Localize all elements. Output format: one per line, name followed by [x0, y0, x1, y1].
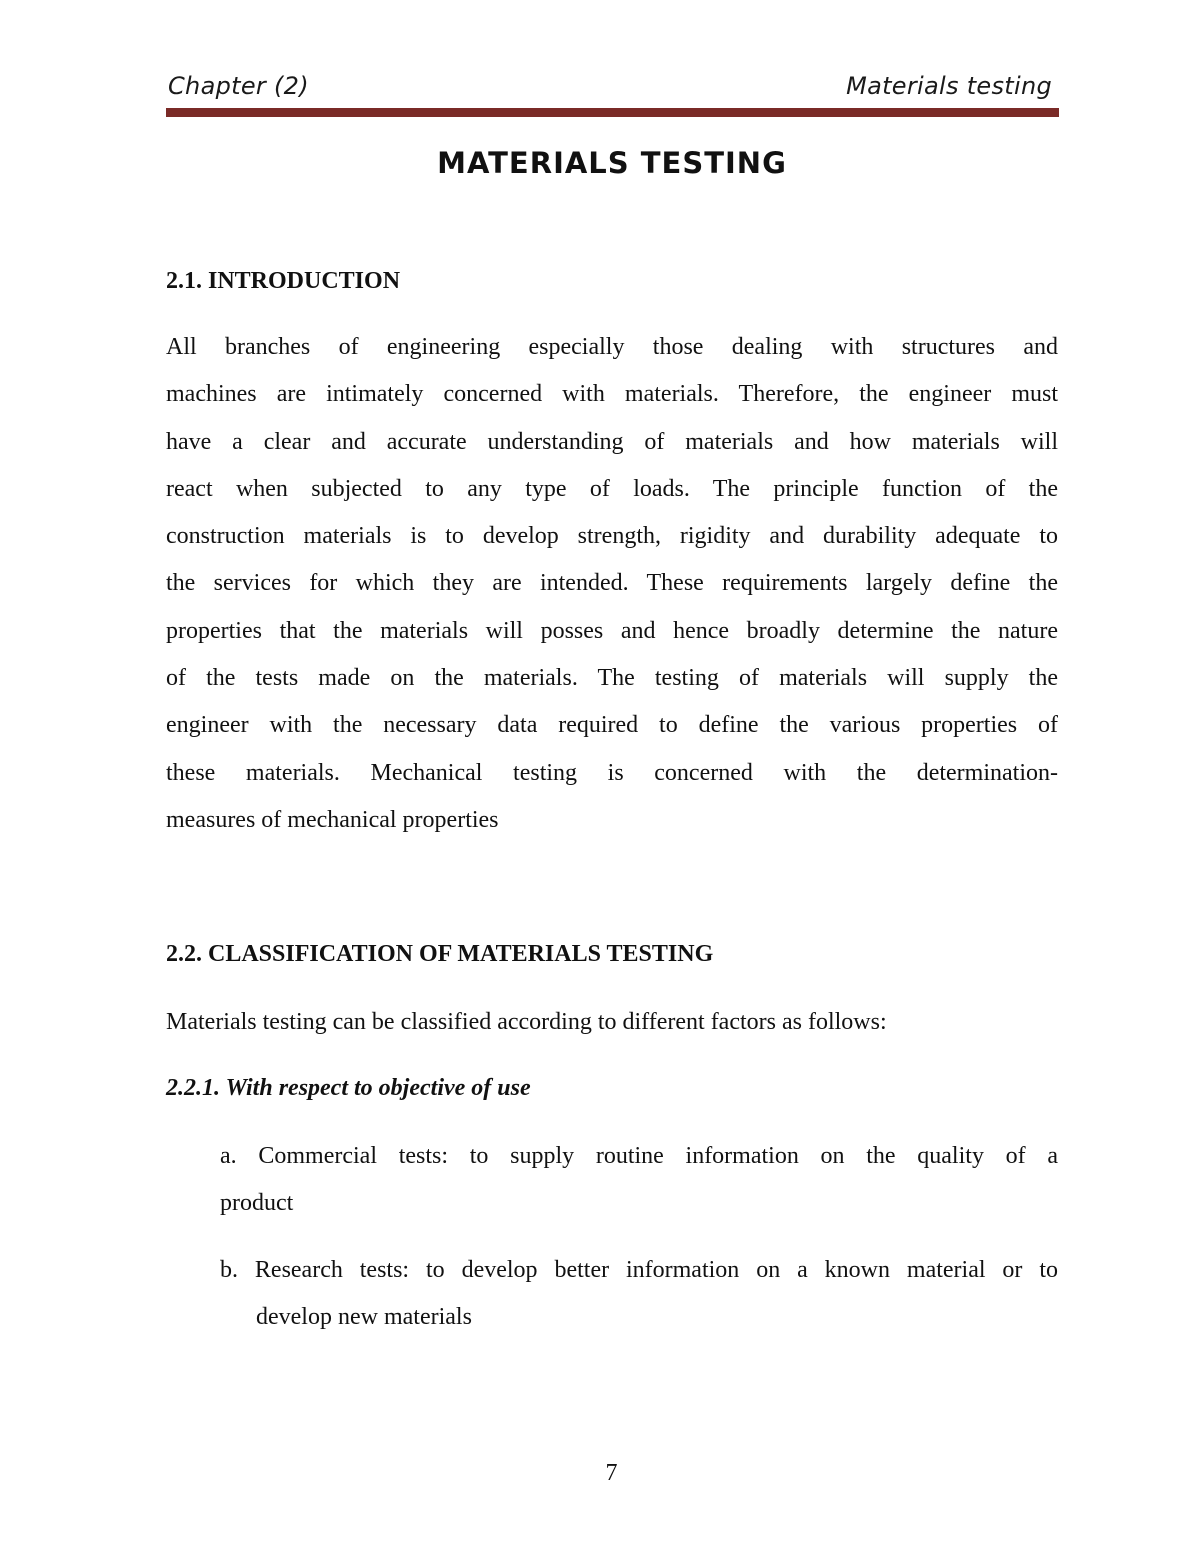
page-header	[166, 72, 1058, 106]
paragraph-line: these materials. Mechanical testing is concerned with the determination-	[166, 759, 1058, 786]
paragraph-line: Materials testing can be classified according to different factors as follows:	[166, 1009, 887, 1035]
page-title: MATERIALS TESTING	[437, 146, 787, 180]
page-number: 7	[605, 1460, 618, 1486]
chapter-label: Chapter (2)	[168, 72, 309, 100]
list-item-text: product	[220, 1190, 294, 1216]
paragraph-line: engineer with the necessary data required to define the various properties of	[166, 712, 1058, 739]
running-title: Materials testing	[846, 72, 1052, 100]
paragraph-line: of the tests made on the materials. The testing of materials will supply the	[166, 665, 1058, 692]
list-item-text: a. Commercial tests: to supply routine information on the quality of a	[220, 1143, 1058, 1169]
list-item-text: develop new materials	[256, 1304, 472, 1330]
list-item-commercial-tests	[220, 1133, 1058, 1227]
paragraph-line: properties that the materials will posses and hence broadly determine the nature	[166, 617, 1058, 644]
paragraph-line: construction materials is to develop strength, rigidity and durability adequate to	[166, 523, 1058, 550]
paragraph-line: the services for which they are intended. These requirements largely define the	[166, 570, 1058, 597]
paragraph-line: react when subjected to any type of loads. The principle function of the	[166, 475, 1058, 502]
list-item-text: b. Research tests: to develop better information on a known material or to	[220, 1257, 1058, 1283]
classification-intro	[166, 999, 1058, 1046]
header-rule	[166, 108, 1059, 117]
subsection-heading: 2.2.1. With respect to objective of use	[166, 1075, 531, 1101]
section-heading-classification: 2.2. CLASSIFICATION OF MATERIALS TESTING	[166, 941, 714, 967]
section-heading-introduction: 2.1. INTRODUCTION	[166, 268, 401, 294]
paragraph-line: machines are intimately concerned with materials. Therefore, the engineer must	[166, 381, 1058, 408]
introduction-paragraph	[166, 324, 1058, 844]
paragraph-line: All branches of engineering especially those dealing with structures and	[166, 334, 1058, 360]
paragraph-line: have a clear and accurate understanding of materials and how materials will	[166, 428, 1058, 455]
paragraph-line: measures of mechanical properties	[166, 806, 499, 833]
list-item-research-tests	[220, 1247, 1058, 1341]
